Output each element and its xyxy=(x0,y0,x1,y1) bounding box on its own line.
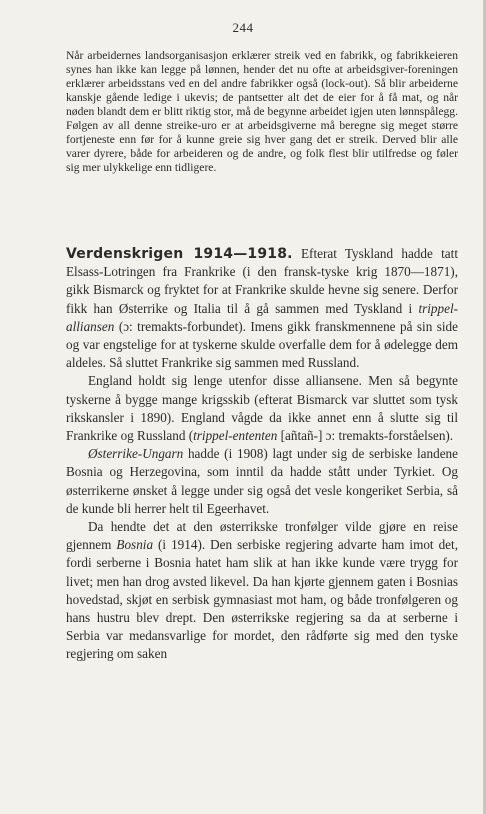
paragraph-text: England holdt sig lenge utenfor disse alliansene. Men så begynte tyskerne å bygge mange krigsskib (efterat Bismarck var sluttet som tysk rikskansler i 1890). England vågde da ikke annet enn å slutte sig til Frankrike og Russland ( xyxy=(66,373,458,444)
paragraph-text: Efterat Tyskland hadde tatt Elsass-Lotringen fra Frankrike (i den fransk-tyske krig 1870—1871), gikk Bismarck og fryktet for at Frankrike skulde hevne sig senere. Derfor fikk han Østerrike og Italia til å gå sammen med Tyskland i xyxy=(66,246,458,316)
section-paragraph-1 xyxy=(66,245,458,372)
paragraph-text: [añtañ-] ɔ: tremakts-forståelsen). xyxy=(277,428,454,444)
italic-term: Bosnia xyxy=(116,537,154,553)
section-paragraph-4 xyxy=(66,518,458,664)
paragraph-text: (i 1914). Den serbiske regjering advarte ham imot det, fordi serberne i Bosnia hatet ham slik at han ikke kunde være trygg for livet; men han drog avsted likevel. Da han kjørte gjennem gaten i Bosnias hovedstad, skjøt en serbisk gymnasiast mot ham, og både tronfølgeren og hans hustru blev drept. Den østerrikske regjering sa da at serberne i Serbia var medansvarlige for mordet, den rådførte sig med den tyske regjering om saken xyxy=(66,537,458,662)
section-paragraph-3 xyxy=(66,445,458,518)
italic-term: Østerrike-Ungarn xyxy=(88,446,184,462)
italic-term: trippel-ententen xyxy=(193,428,278,444)
section-paragraph-2 xyxy=(66,372,458,445)
paragraph-text: (ɔ: tremakts-forbundet). Imens gikk franskmennene på sin side og var engstelige for at tyskerne skulde overfalle dem for å ødelegge dem aldeles. Så sluttet Frankrike sig sammen med Russland. xyxy=(66,318,458,371)
paragraph-text: Da hendte det at den østerrikske tronfølger vilde gjøre en reise gjennem xyxy=(66,519,458,553)
italic-term: trippel-alliansen xyxy=(66,300,458,334)
intro-paragraph: Når arbeidernes landsorganisasjon erklærer streik ved en fabrikk, og fabrikkeieren synes han ikke kan legge på lønnen, hender det nu ofte at arbeidsgiver-foreningen erklærer arbeidsstans ved en del andre fabrikker også (lock-out). Så blir arbeiderne kanskje gående ledige i ukevis; de pantsetter alt det de eier for å få mat, og når nøden blandt dem er blitt riktig stor, må de begynne arbeidet igjen uten lønnspålegg. Følgen av all denne streike-uro er at arbeidsgiverne må beregne sig meget større fortjeneste enn før for å kunne greie sig hver gang det er streik. Derved blir alle varer dyrere, både for arbeideren og de andre, og folk flest blir utilfredse og føler sig mer ulykkelige enn tidligere. xyxy=(66,49,458,174)
page-number: 244 xyxy=(232,20,254,35)
paragraph-text: hadde (i 1908) lagt under sig de serbiske landene Bosnia og Herzegovina, som inntil da hadde stått under Tyrkiet. Og østerrikerne ønsket å legge under sig også det vesle kongeriket Serbia, så de kunde bli herrer helt til Egeerhavet. xyxy=(66,446,458,516)
section-heading: Verdenskrigen 1914—1918. xyxy=(66,246,293,262)
section-body xyxy=(66,245,458,664)
